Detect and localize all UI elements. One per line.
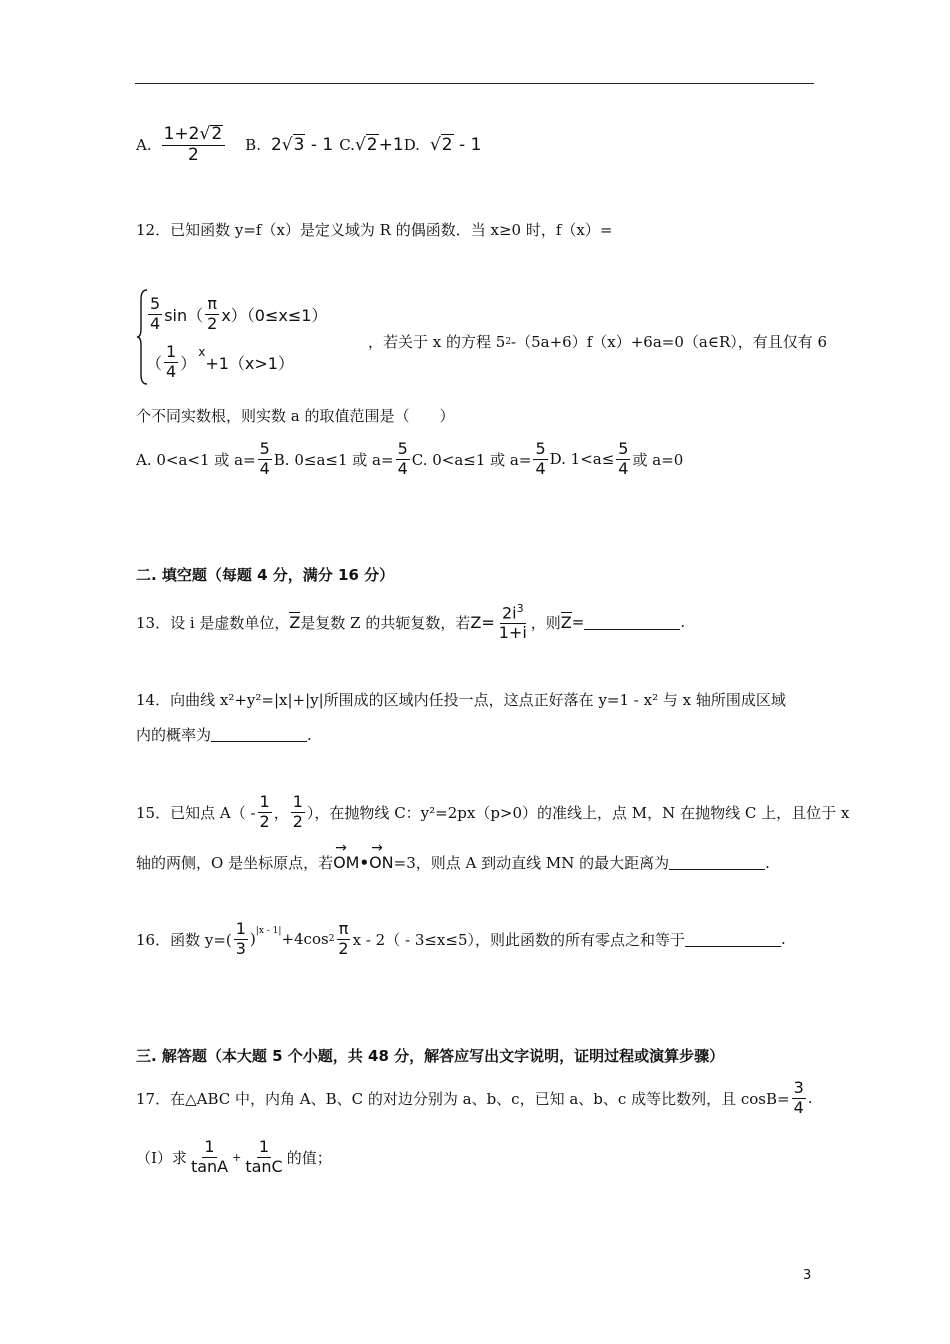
q16-end: . [781,930,786,949]
q16-n2: π [338,919,349,938]
q17-end: . [807,1089,813,1108]
q17-f2-den: tanC [245,1156,283,1176]
q16-frac2 [336,921,350,958]
q12-opt-b-frac [396,441,410,478]
q13-zbar: Z [289,613,301,633]
q15-sep: ， [273,803,289,822]
q13 [136,603,685,642]
q12-options [136,441,683,478]
q13-eq: = [571,613,585,632]
q17-f2-num: 1 [258,1137,270,1156]
q13-end: . [680,613,686,632]
q13-num: 2i [501,603,517,623]
q15-line1 [136,794,849,831]
q15-n2: 1 [292,792,303,811]
q16 [136,921,786,958]
q12-cond-b: -（5a+6）f（x）+6a=0（a∈R），有且仅有 6 [511,333,828,351]
q15-line2 [136,852,770,873]
option-a-num: 1+2 [163,124,200,144]
q14-line2-text: 内的概率为 [136,726,212,744]
q12-opt-d-num: 5 [618,439,629,458]
q12-opt-a-frac [258,441,272,478]
q14-line2 [136,724,312,745]
piece-one [146,296,327,333]
piece2-num: 1 [166,342,177,361]
q17-num: 3 [793,1078,804,1097]
q16-pre: 16．函数 y=( [136,930,232,949]
q15-n1: 1 [259,792,270,811]
option-b-tail: - 1 [305,135,334,156]
q14-end: . [307,725,312,744]
q12-opt-d-den: 4 [618,458,629,478]
q16-sup2: 2 [328,934,335,945]
q17-plus: + [232,1150,242,1164]
q13-den: 1+i [498,623,527,643]
piece1-pnum: π [207,294,218,313]
option-c-label: C. [339,135,355,154]
piece2-frac [164,344,178,381]
q15-answer-blank[interactable] [669,855,765,870]
q17-part1 [136,1139,332,1176]
option-a-fraction: 1+2 √ 2 2 [162,125,226,165]
option-a-rad: 2 [211,124,223,144]
q12-opt-b-num: 5 [397,439,408,458]
q13-answer-blank[interactable] [584,615,680,630]
piece1-tail: x）（0≤x≤1） [221,305,328,325]
q15-line2a: 轴的两侧，O 是坐标原点，若 [136,854,334,872]
piece2-open: （ [146,353,163,373]
q17-den: 4 [793,1097,804,1117]
q15-frac1 [258,794,272,831]
option-c-tail: +1 [378,135,404,156]
option-b-expr: 2 √ 3 - 1 [270,135,334,156]
q12-opt-a-num: 5 [259,439,270,458]
q13-num-sup: 3 [516,602,524,615]
piece1-coef [148,296,162,333]
q12-opt-b: B. 0≤a≤1 或 a= [273,450,394,469]
piece1-fn: sin（ [164,305,204,325]
q16-post: x - 2（ - 3≤x≤5），则此函数的所有零点之和等于 [352,930,686,949]
option-d-label: D. [403,135,420,154]
option-a-den: 2 [187,144,199,165]
q12-opt-d-tail: 或 a=0 [632,450,684,469]
q12-stem-end: 个不同实数根，则实数 a 的取值范围是（ ） [136,407,455,425]
q15-end: . [765,853,770,872]
q15-post: ），在抛物线 C：y²=2px（p>0）的准线上，点 M，N 在抛物线 C 上，且位于 x [306,803,850,822]
q17-line1 [136,1080,813,1117]
section-fill-in-heading: 二. 填空题（每题 4 分，满分 16 分） [136,566,395,584]
q15-vector-on: → ON [369,853,394,872]
q16-answer-blank[interactable] [685,932,781,947]
q16-close: ) [249,930,256,949]
q16-n1: 1 [235,919,246,938]
q12-condition [368,331,827,352]
q12-opt-a: A. 0<a<1 或 a= [136,450,256,469]
q17-part1-pre: （Ⅰ）求 [136,1148,187,1167]
q13-zbar2: Z [560,613,572,633]
piece1-pden: 2 [207,313,218,333]
q15-dot: • [359,853,370,872]
q13-mid: 是复数 Z 的共轭复数，若 [300,613,471,632]
option-a-label: A. [136,135,152,154]
piece1-den: 4 [150,313,161,333]
q17-frac-tana [189,1139,230,1176]
page-number: 3 [803,1268,812,1283]
option-d-tail: - 1 [453,135,482,156]
option-c-rad: 2 [366,135,378,156]
piece2-den: 4 [166,361,177,381]
q15-pre: 15．已知点 A（ - [136,803,256,822]
q14-answer-blank[interactable] [211,727,307,742]
q14-line1: 14．向曲线 x²+y²=|x|+|y|所围成的区域内任投一点，这点正好落在 y=1 - x² 与 x 轴所围成区域 [136,691,786,709]
piece2-exp: x [198,345,206,360]
q16-d2: 2 [338,938,349,958]
q17-cosb-frac [792,1080,806,1117]
q12-stem: 12．已知函数 y=f（x）是定义域为 R 的偶函数．当 x≥0 时，f（x）= [136,221,613,239]
header-rule [135,83,814,84]
q15-d2: 2 [292,811,303,831]
piece2-close: ） [180,353,197,373]
q12-opt-b-den: 4 [397,458,408,478]
q15-frac2 [291,794,305,831]
q15-d1: 2 [259,811,270,831]
piece1-num: 5 [150,294,161,313]
piece-two [146,344,294,381]
q13-z: Z= [470,612,495,632]
q12-opt-c-frac [533,441,547,478]
q12-opt-c: C. 0<a≤1 或 a= [411,450,532,469]
q12-cond-sup: 2 [505,336,512,347]
q12-opt-c-num: 5 [535,439,546,458]
q17-frac-tanc [243,1139,284,1176]
q13-pre: 13．设 i 是虚数单位， [136,613,290,632]
q16-frac1 [234,921,248,958]
option-d-rad: 2 [441,135,453,156]
option-b-rad: 3 [293,135,305,156]
option-b-coef: 2 [270,135,282,156]
q13-frac [497,603,529,642]
q15-vector-om: → OM [333,853,359,872]
q12-opt-d: D. 1<a≤ [549,450,615,469]
option-c-expr: √ 2 +1 [354,135,404,156]
q11-options [136,125,481,165]
q16-exp: |x - 1| [255,926,282,937]
q17-part1-post: 的值； [286,1148,332,1167]
q16-d1: 3 [235,938,246,958]
q12-cond-a: ，若关于 x 的方程 5 [368,333,506,351]
q15-line2b: =3，则点 A 到动直线 MN 的最大距离为 [393,854,670,872]
option-b-label: B. [245,135,261,154]
q13-post: ，则 [530,613,561,632]
option-d-expr: √ 2 - 1 [429,135,482,156]
q16-mid: +4cos [281,930,329,949]
piece1-pi-frac [205,296,219,333]
section-solve-heading: 三. 解答题（本大题 5 个小题，共 48 分，解答应写出文字说明，证明过程或演算步骤） [136,1047,725,1065]
q17-f1-den: tanA [190,1156,229,1176]
q12-opt-a-den: 4 [259,458,270,478]
q12-opt-c-den: 4 [535,458,546,478]
piece2-tail: +1（x>1） [205,353,294,373]
q17-stem: 17．在△ABC 中，内角 A、B、C 的对边分别为 a、b、c，已知 a、b、c 成等比数列，且 cosB= [136,1089,790,1108]
q17-f1-num: 1 [204,1137,215,1156]
q12-opt-d-frac [616,441,630,478]
